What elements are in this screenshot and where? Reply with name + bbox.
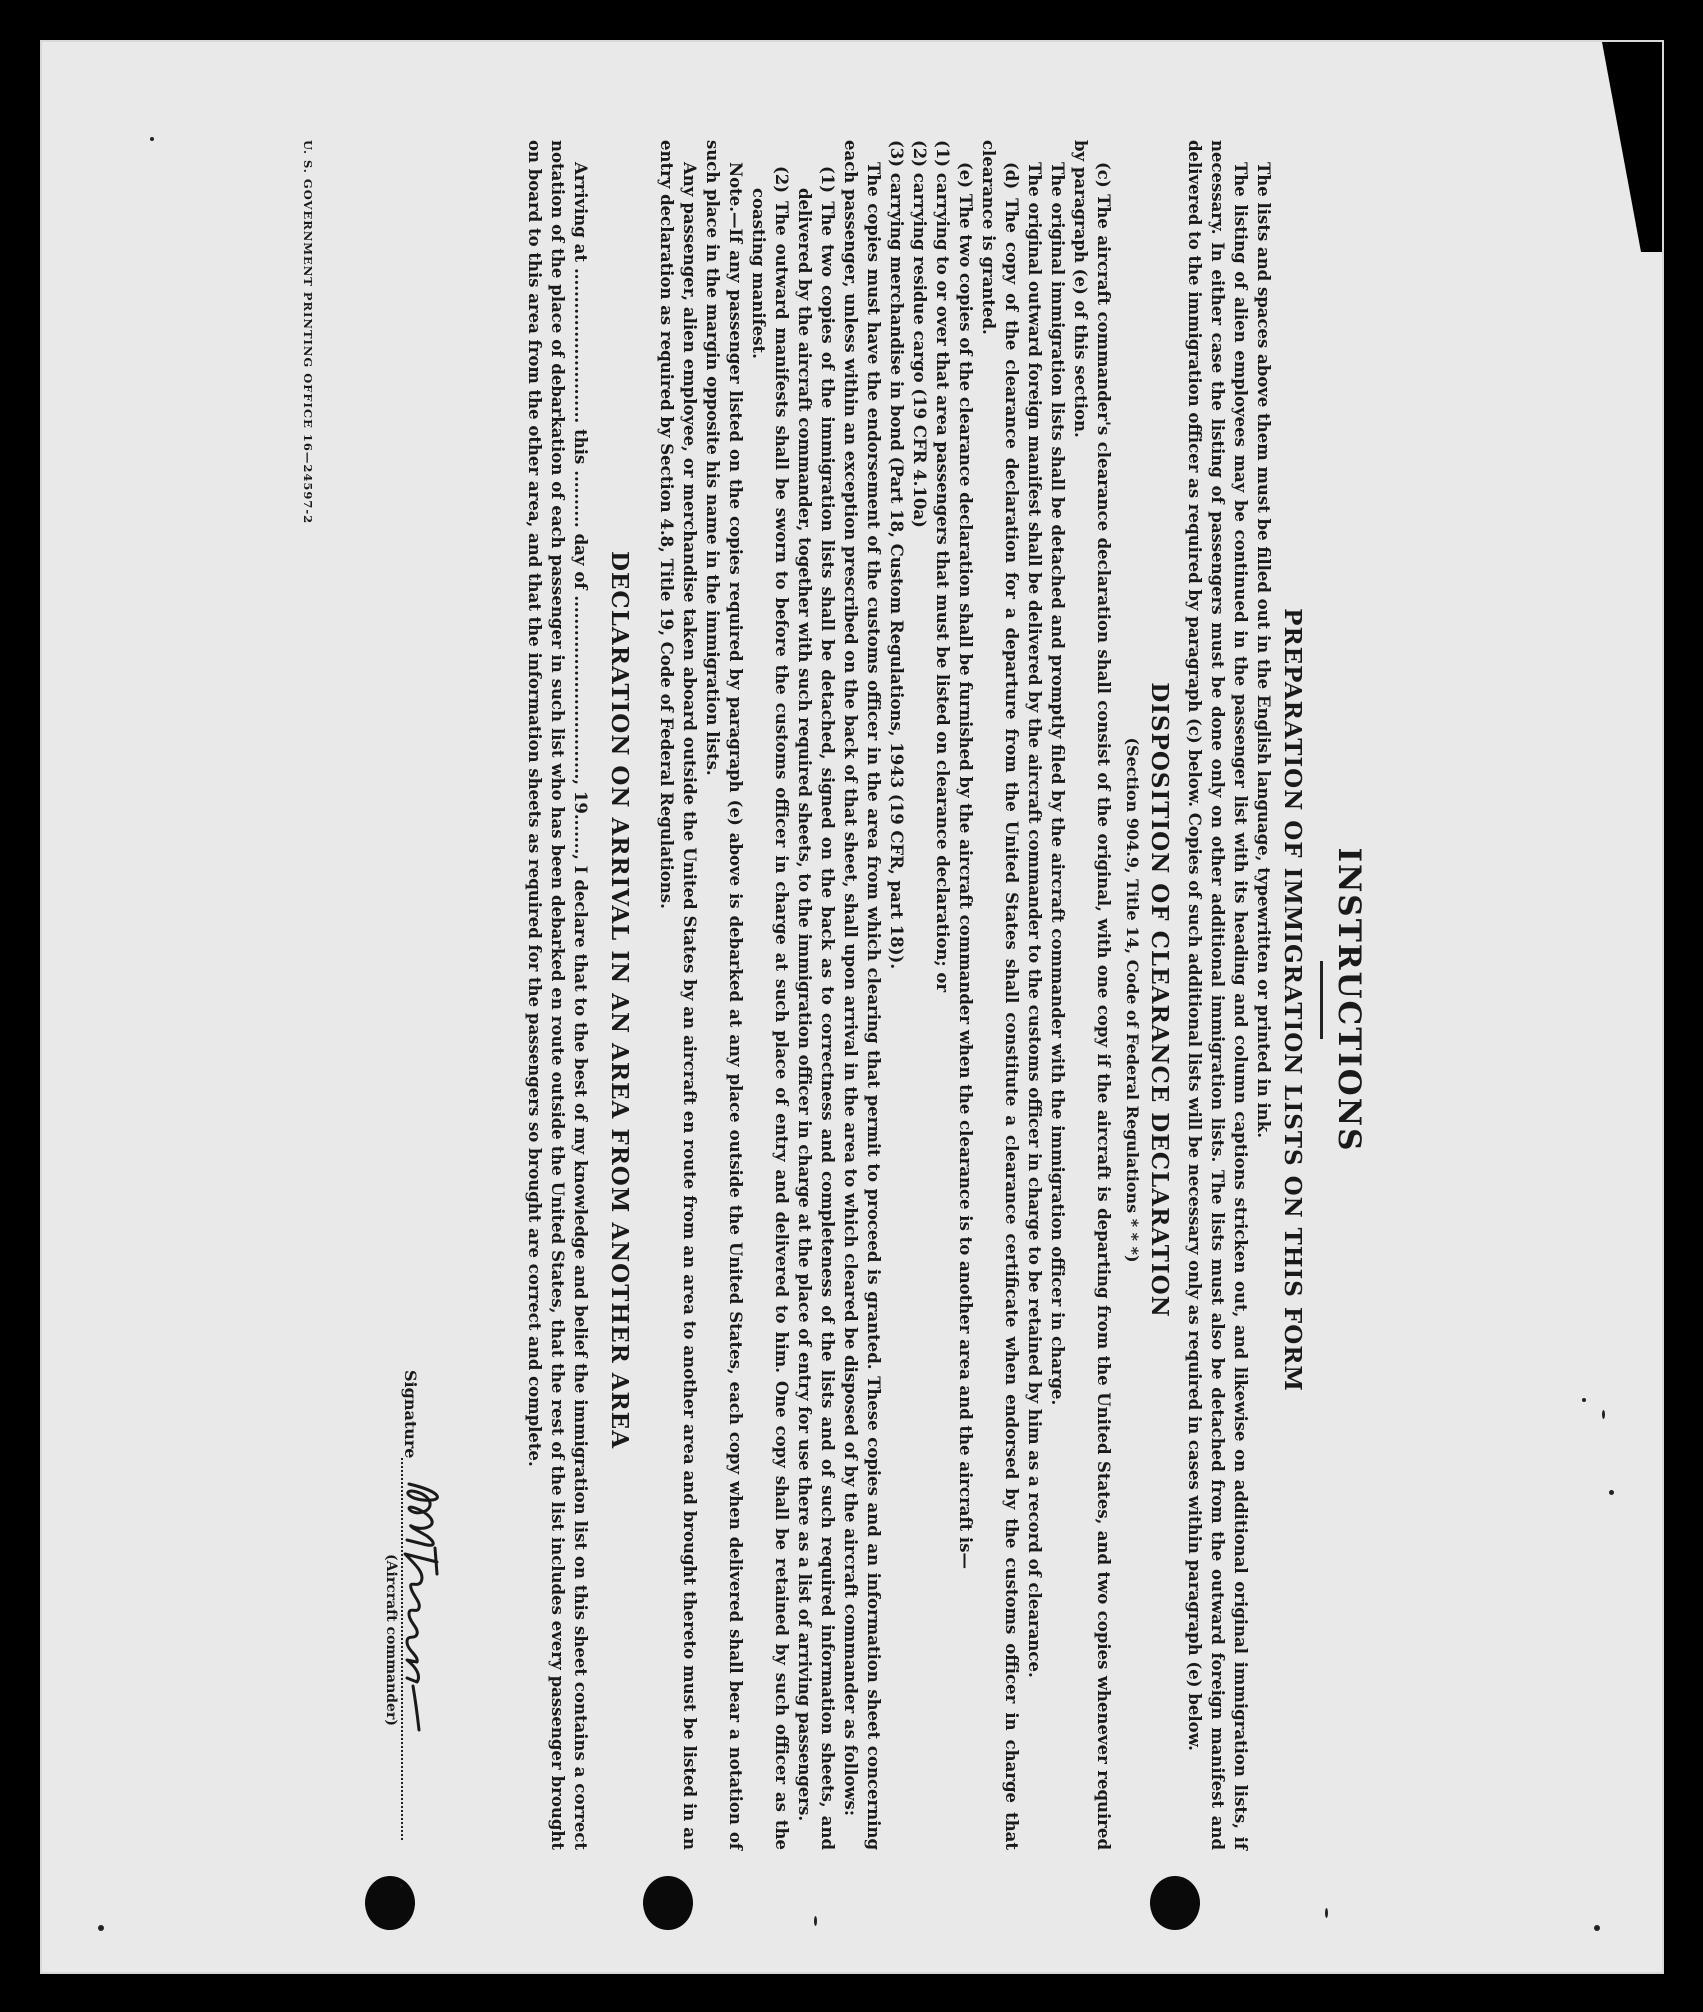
section-heading-disposition: DISPOSITION OF CLEARANCE DECLARATION [1146,682,1173,1318]
paragraph-c: (c) The aircraft commander's clearance declaration shall consist of the original, with one copy if the aircraft is departing from the United States, and two copies whenever required by paragraph (e) of this section. [1071,140,1113,1850]
paragraph-note: Note.—If any passenger listed on the copies required by paragraph (e) above is debarked at any place outside the United States, each copy when delivered shall bear a notation of such place in the margin opposite his name in the immigration lists. [703,140,745,1850]
speck [150,137,154,141]
paragraph-disposition-2: (2) The outward manifests shall be sworn to before the customs officer in charge at such place of entry and delivered to him. One copy shall be retained by such officer as the coasting manifest. [749,166,791,1850]
printer-imprint: U. S. GOVERNMENT PRINTING OFFICE 16—24597-2 [301,140,315,525]
speck [98,1925,104,1931]
rotated-instructions-text [265,90,1385,1910]
paragraph-disposition-1: (1) The two copies of the immigration lists shall be detached, signed on the back as to correctness and completeness of the lists and of such required information sheets, and delivered by the aircraft commander, together with such required sheets, to the immigration officer in charge at the place of entry for use there as a list of arriving passengers. [795,166,837,1850]
speck [1602,1410,1605,1419]
paragraph-arrival-declaration: Arriving at ........................... this .......... day of ................................, 19......., I declare that to the best of my knowledge and belief the immigration list on this sheet contains a correct notation of the place of debarkation of each passenger in such list who has been debarked en route outside the United States, that the rest of the list includes every passenger brought on board to this area from the other area, and that the information sheets as required for the passengers so brought are correct and complete. [525,140,590,1850]
paragraph-e-3: (3) carrying merchandise in bond (Part 18, Custom Regulations, 1943 (19 CFR, part 18)). [887,140,906,970]
speck [1594,1925,1600,1931]
title-rule [1320,961,1323,1039]
paragraph-any-passenger: Any passenger, alien employee, or merchandise taken aboard outside the United States by an aircraft en route from an area to another area and brought thereto must be listed in an entry declaration as required by Section 4.8, Title 19, Code of Federal Regulations. [657,140,699,1850]
page-title: INSTRUCTIONS [1331,847,1367,1153]
paragraph-c-manifest: The original outward foreign manifest shall be delivered by the aircraft commander to the customs officer in charge to be retained by him as a record of clearance. [1025,162,1044,1678]
paragraph-language: The lists and spaces above them must be filled out in the English language, typewritten or printed in ink. [1254,162,1273,1138]
signature-caption: (Aircraft commander) [383,1554,399,1726]
handwritten-signature [393,1478,453,1738]
signature-block [383,1370,437,1840]
section-heading-declaration: DECLARATION ON ARRIVAL IN AN AREA FROM ANOTHER AREA [606,550,633,1450]
paragraph-c-immigration: The original immigration lists shall be detached and promptly filed by the aircraft commander with the immigration officer in charge. [1048,162,1067,1406]
paragraph-e-2: (2) carrying residue cargo (19 CFR 4.10a) [910,140,929,528]
section-heading-preparation: PREPARATION OF IMMIGRATION LISTS ON THIS FORM [1279,608,1306,1392]
signature-line [401,1458,437,1840]
speck [814,1916,817,1926]
paragraph-e-copies: The copies must have the endorsement of the customs officer in the area from which clearing that permit to proceed is granted. These copies and an information sheet concerning each passenger, unless within an exception prescribed on the back of that sheet, shall upon arrival in the area to which cleared be disposed of by the aircraft commander as follows: [841,140,883,1850]
speck [1582,1398,1586,1402]
speck [1609,1490,1614,1495]
paragraph-e-1: (1) carrying to or over that area passengers that must be listed on clearance declaration; or [933,140,952,993]
paragraph-d: (d) The copy of the clearance declaration for a departure from the United States shall constitute a clearance certificate when endorsed by the customs officer in charge that clearance is granted. [979,140,1021,1850]
paragraph-e: (e) The two copies of the clearance declaration shall be furnished by the aircraft commander when the clearance is to another area and the aircraft is— [956,162,975,1569]
section-subheading-citation: (Section 904.9, Title 14, Code of Federal Regulations * * *) [1123,737,1142,1263]
signature-label: Signature [401,1370,420,1459]
folded-corner [1602,42,1662,252]
paragraph-listing: The listing of alien employees may be continued in the passenger list with its heading and column captions stricken out, and likewise on additional original immigration lists, if necessary. In either case the listing of passengers must be done only on other additional immigration lists. The lists must also be detached from the outward foreign manifest and delivered to the immigration officer as required by paragraph (c) below. Copies of such additional lists will be necessary only as required in cases within paragraph (e) below. [1185,140,1250,1850]
